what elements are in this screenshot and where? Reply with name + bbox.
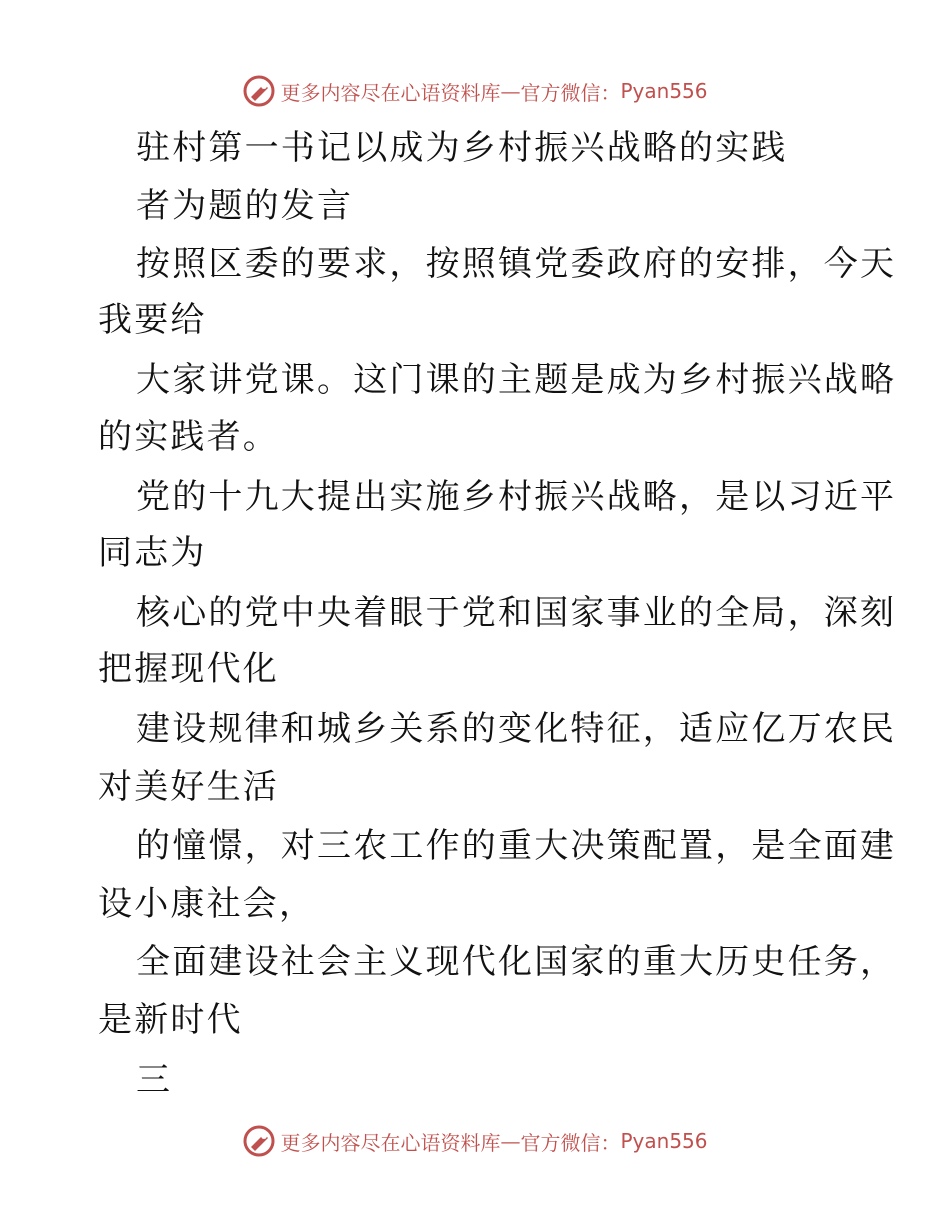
paragraph-line: 设小康社会， — [98, 884, 316, 924]
banner-text: 更多内容尽在心语资料库 — [280, 80, 501, 105]
document-title-line-1: 驻村第一书记以成为乡村振兴战略的实践 — [136, 128, 788, 168]
paragraph-line: 的实践者。 — [98, 417, 279, 457]
document-title-line-2: 者为题的发言 — [136, 186, 354, 226]
footer-watermark-banner — [0, 1121, 950, 1161]
paragraph-line: 同志为 — [98, 533, 207, 573]
paragraph-line: 的憧憬，对三农工作的重大决策配置，是全面建 — [136, 826, 897, 866]
paragraph-line: 大家讲党课。这门课的主题是成为乡村振兴战略 — [136, 360, 897, 400]
paragraph-line: 是新时代 — [98, 1000, 243, 1040]
paragraph-line: 核心的党中央着眼于党和国家事业的全局，深刻 — [136, 593, 897, 633]
banner-separator: — — [500, 1129, 521, 1153]
banner-wechat-id: Pyan556 — [620, 79, 708, 103]
paragraph-line: 对美好生活 — [98, 767, 279, 807]
paragraph-line: 建设规律和城乡关系的变化特征，适应亿万农民 — [136, 709, 897, 749]
paragraph-line: 我要给 — [98, 300, 207, 340]
paragraph-line: 三 — [136, 1060, 173, 1100]
paragraph-line: 把握现代化 — [98, 649, 279, 689]
brand-logo-icon — [242, 74, 276, 108]
banner-text: 更多内容尽在心语资料库 — [280, 1130, 501, 1155]
banner-wechat-label: 官方微信： — [520, 1130, 621, 1155]
banner-separator: — — [500, 79, 521, 103]
banner-wechat-id: Pyan556 — [620, 1129, 708, 1153]
header-watermark-banner — [0, 71, 950, 111]
paragraph-line: 全面建设社会主义现代化国家的重大历史任务， — [136, 942, 897, 982]
paragraph-line: 按照区委的要求，按照镇党委政府的安排，今天 — [136, 244, 897, 284]
brand-logo-icon — [242, 1124, 276, 1158]
banner-wechat-label: 官方微信： — [520, 80, 621, 105]
paragraph-line: 党的十九大提出实施乡村振兴战略，是以习近平 — [136, 477, 897, 517]
